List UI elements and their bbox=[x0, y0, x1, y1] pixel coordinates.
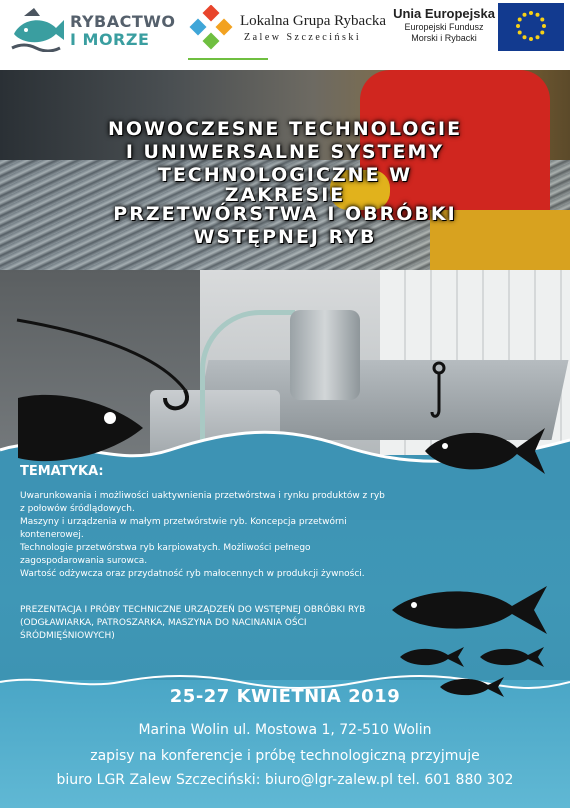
topic-line: kontenerowej. bbox=[20, 530, 84, 540]
presentation-line: PREZENTACJA I PRÓBY TECHNICZNE URZĄDZEŃ DO WSTĘPNEJ OBRÓBKI RYB bbox=[20, 605, 366, 615]
eu-fund-line-2: Morski i Rybacki bbox=[411, 33, 477, 43]
fish-icon bbox=[425, 424, 551, 478]
lgr-subtitle: Zalew Szczeciński bbox=[244, 32, 362, 43]
headline-line: WSTĘPNEJ RYB bbox=[193, 226, 377, 248]
fish-icon bbox=[400, 646, 466, 668]
headline-line: TECHNOLOGICZNE W bbox=[157, 164, 413, 186]
event-registration: zapisy na konferencje i próbę technologiczną przyjmuje bbox=[90, 748, 480, 764]
topics-list bbox=[20, 490, 420, 581]
fish-icon bbox=[18, 388, 148, 468]
fish-logo-icon bbox=[10, 8, 66, 52]
eu-flag-icon bbox=[498, 3, 564, 51]
presentation-text bbox=[20, 604, 400, 643]
event-contact: biuro LGR Zalew Szczeciński: biuro@lgr-zalew.pl tel. 601 880 302 bbox=[56, 772, 514, 788]
headline-line: ZAKRESIE bbox=[224, 184, 346, 206]
eu-fund-line-1: Europejski Fundusz bbox=[404, 22, 484, 32]
topic-line: Wartość odżywcza oraz przydatność ryb małocennych w produkcji żywności. bbox=[20, 569, 365, 579]
presentation-line: ŚRÓDMIĘŚNIOWYCH) bbox=[20, 631, 115, 641]
lgr-logo bbox=[188, 5, 388, 63]
lgr-green-bar bbox=[188, 58, 268, 60]
rybactwo-i-morze-logo bbox=[10, 8, 176, 56]
topic-line: Maszyny i urządzenia w małym przetwórstwie ryb. Koncepcja przetwórni bbox=[20, 517, 347, 527]
headline-line: PRZETWÓRSTWA I OBRÓBKI bbox=[113, 203, 457, 225]
topic-line: Uwarunkowania i możliwości uaktywnienia przetwórstwa i rynku produktów z ryb bbox=[20, 491, 385, 501]
event-location: Marina Wolin ul. Mostowa 1, 72-510 Wolin bbox=[138, 722, 432, 738]
event-date: 25-27 KWIETNIA 2019 bbox=[169, 686, 401, 707]
presentation-line: (ODGŁAWIARKA, PATROSZARKA, MASZYNA DO NACINANIA OŚCI bbox=[20, 618, 307, 628]
topic-line: z połowów śródlądowych. bbox=[20, 504, 135, 514]
eu-title: Unia Europejska bbox=[393, 6, 495, 21]
fish-icon bbox=[392, 584, 552, 636]
topic-line: Technologie przetwórstwa ryb karpiowatych. Możliwości pełnego bbox=[20, 543, 311, 553]
eu-text bbox=[392, 6, 496, 44]
topics-title: TEMATYKA: bbox=[20, 464, 104, 479]
headline-line: I UNIWERSALNE SYSTEMY bbox=[125, 141, 445, 163]
header bbox=[0, 0, 570, 70]
logo-line-1: RYBACTWO bbox=[70, 12, 176, 31]
logo-line-2: I MORZE bbox=[70, 30, 150, 49]
headline-line: NOWOCZESNE TECHNOLOGIE bbox=[107, 118, 463, 140]
lgr-name: Lokalna Grupa Rybacka bbox=[240, 13, 387, 29]
headline bbox=[0, 118, 570, 249]
lgr-diamond-icon bbox=[188, 5, 234, 51]
fish-icon bbox=[480, 646, 546, 668]
topic-line: zagospodarowania surowca. bbox=[20, 556, 148, 566]
